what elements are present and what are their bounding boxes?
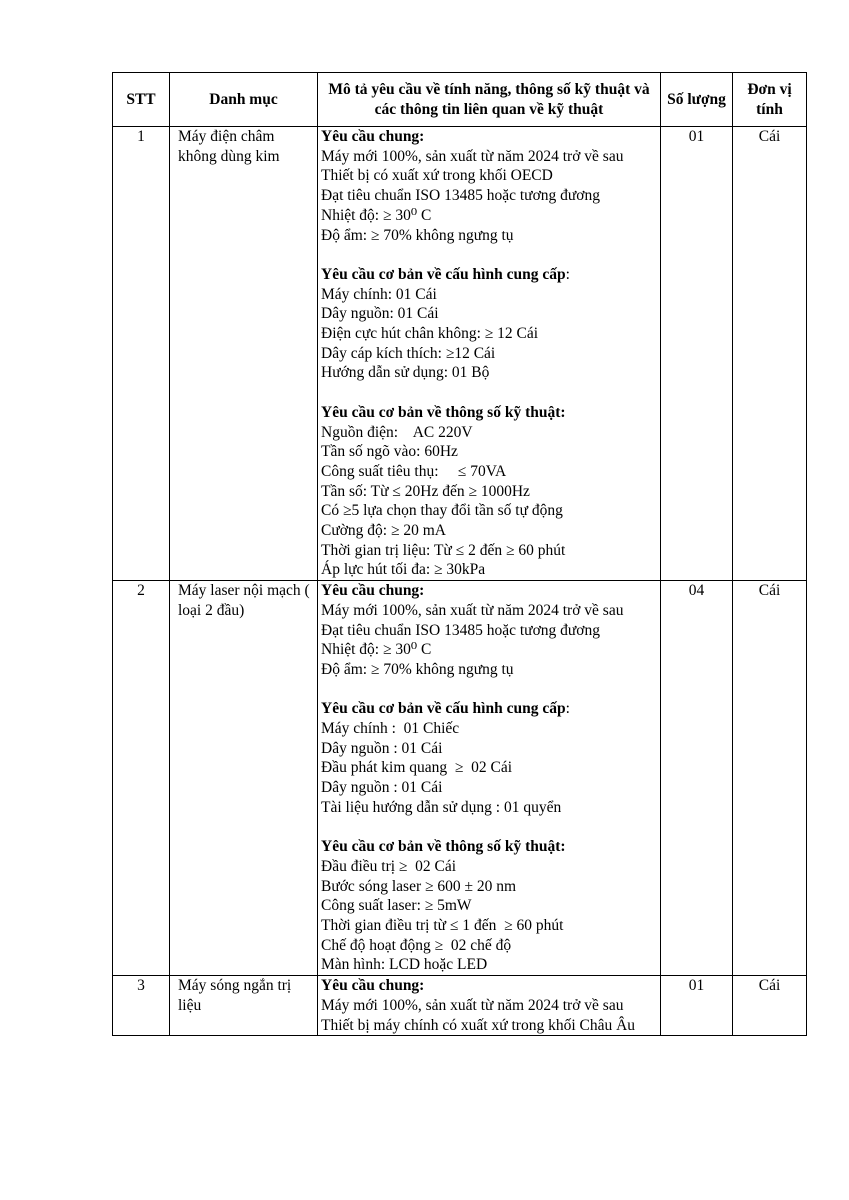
- spec-item: Có ≥5 lựa chọn thay đổi tần số tự động: [321, 502, 563, 520]
- spec-item: Đầu điều trị ≥ 02 Cái: [321, 857, 457, 875]
- row-stt: 2: [113, 581, 170, 976]
- row-quantity: 01: [661, 127, 733, 581]
- row-category: Máy sóng ngắn trị liệu: [170, 976, 318, 1036]
- general-title: Yêu cầu chung:: [321, 977, 425, 995]
- spec-item: Áp lực hút tối đa: ≥ 30kPa: [321, 561, 486, 579]
- row-unit: Cái: [733, 127, 807, 581]
- config-title-suffix: :: [565, 700, 570, 718]
- config-item: Dây nguồn : 01 Cái: [321, 739, 443, 757]
- row-stt: 1: [113, 127, 170, 581]
- spec-item: Cường độ: ≥ 20 mA: [321, 522, 446, 540]
- spec-item: Màn hình: LCD hoặc LED: [321, 956, 488, 974]
- config-title: Yêu cầu cơ bản về cấu hình cung cấp: [321, 700, 566, 718]
- row-stt: 3: [113, 976, 170, 1036]
- config-item: Dây nguồn : 01 Cái: [321, 779, 443, 797]
- config-item: Dây cáp kích thích: ≥12 Cái: [321, 344, 496, 362]
- row-quantity: 01: [661, 976, 733, 1036]
- row-description: [318, 127, 661, 581]
- header-description: Mô tả yêu cầu về tính năng, thông số kỹ thuật và các thông tin liên quan về kỹ thuật: [318, 73, 661, 127]
- general-title: Yêu cầu chung:: [321, 128, 425, 145]
- config-item: Máy chính : 01 Chiếc: [321, 720, 460, 738]
- specs-title: Yêu cầu cơ bản về thông số kỹ thuật:: [321, 838, 566, 856]
- spec-item: Bước sóng laser ≥ 600 ± 20 nm: [321, 877, 517, 895]
- header-stt: STT: [113, 73, 170, 127]
- row-description: [318, 581, 661, 976]
- spec-item: Nguồn điện: AC 220V: [321, 423, 473, 441]
- table-row: [113, 976, 807, 1036]
- config-item: Dây nguồn: 01 Cái: [321, 305, 439, 323]
- config-title-suffix: :: [565, 265, 570, 283]
- general-item: Máy mới 100%, sản xuất từ năm 2024 trở về sau: [321, 601, 624, 619]
- general-item: Thiết bị máy chính có xuất xứ trong khối Châu Âu: [321, 1016, 636, 1034]
- general-item: Nhiệt độ: ≥ 30⁰ C: [321, 206, 432, 224]
- general-item: Độ ẩm: ≥ 70% không ngưng tụ: [321, 226, 514, 244]
- spec-item: Tần số ngõ vào: 60Hz: [321, 443, 458, 461]
- config-item: Máy chính: 01 Cái: [321, 285, 437, 303]
- row-unit: Cái: [733, 976, 807, 1036]
- header-category: Danh mục: [170, 73, 318, 127]
- general-item: Nhiệt độ: ≥ 30⁰ C: [321, 641, 432, 659]
- config-item: Đầu phát kim quang ≥ 02 Cái: [321, 759, 513, 777]
- config-item: Tài liệu hướng dẫn sử dụng : 01 quyển: [321, 798, 562, 816]
- general-item: Độ ẩm: ≥ 70% không ngưng tụ: [321, 660, 514, 678]
- config-item: Hướng dẫn sử dụng: 01 Bộ: [321, 364, 490, 382]
- general-item: Máy mới 100%, sản xuất từ năm 2024 trở về sau: [321, 996, 624, 1014]
- row-unit: Cái: [733, 581, 807, 976]
- row-category: Máy điện châm không dùng kim: [170, 127, 318, 581]
- general-item: Đạt tiêu chuẩn ISO 13485 hoặc tương đương: [321, 187, 600, 205]
- spec-item: Tần số: Từ ≤ 20Hz đến ≥ 1000Hz: [321, 482, 530, 500]
- table-row: [113, 127, 807, 581]
- general-item: Máy mới 100%, sản xuất từ năm 2024 trở về sau: [321, 147, 624, 165]
- row-category: Máy laser nội mạch ( loại 2 đầu): [170, 581, 318, 976]
- specs-title: Yêu cầu cơ bản về thông số kỹ thuật:: [321, 403, 566, 421]
- spec-item: Thời gian trị liệu: Từ ≤ 2 đến ≥ 60 phút: [321, 541, 566, 559]
- row-quantity: 04: [661, 581, 733, 976]
- general-item: Đạt tiêu chuẩn ISO 13485 hoặc tương đương: [321, 621, 600, 639]
- config-item: Điện cực hút chân không: ≥ 12 Cái: [321, 325, 539, 343]
- config-title-line: [321, 265, 656, 285]
- config-title-line: [321, 699, 656, 719]
- config-title: Yêu cầu cơ bản về cấu hình cung cấp: [321, 265, 566, 283]
- spec-item: Công suất laser: ≥ 5mW: [321, 897, 472, 915]
- general-item: Thiết bị có xuất xứ trong khối OECD: [321, 167, 553, 185]
- spec-item: Chế độ hoạt động ≥ 02 chế độ: [321, 936, 512, 954]
- table-row: [113, 581, 807, 976]
- spec-item: Thời gian điều trị từ ≤ 1 đến ≥ 60 phút: [321, 917, 564, 935]
- general-title: Yêu cầu chung:: [321, 582, 425, 600]
- header-quantity: Số lượng: [661, 73, 733, 127]
- spec-table: [112, 72, 807, 1036]
- header-unit: Đơn vị tính: [733, 73, 807, 127]
- spec-item: Công suất tiêu thụ: ≤ 70VA: [321, 462, 507, 480]
- table-header-row: [113, 73, 807, 127]
- row-description: [318, 976, 661, 1036]
